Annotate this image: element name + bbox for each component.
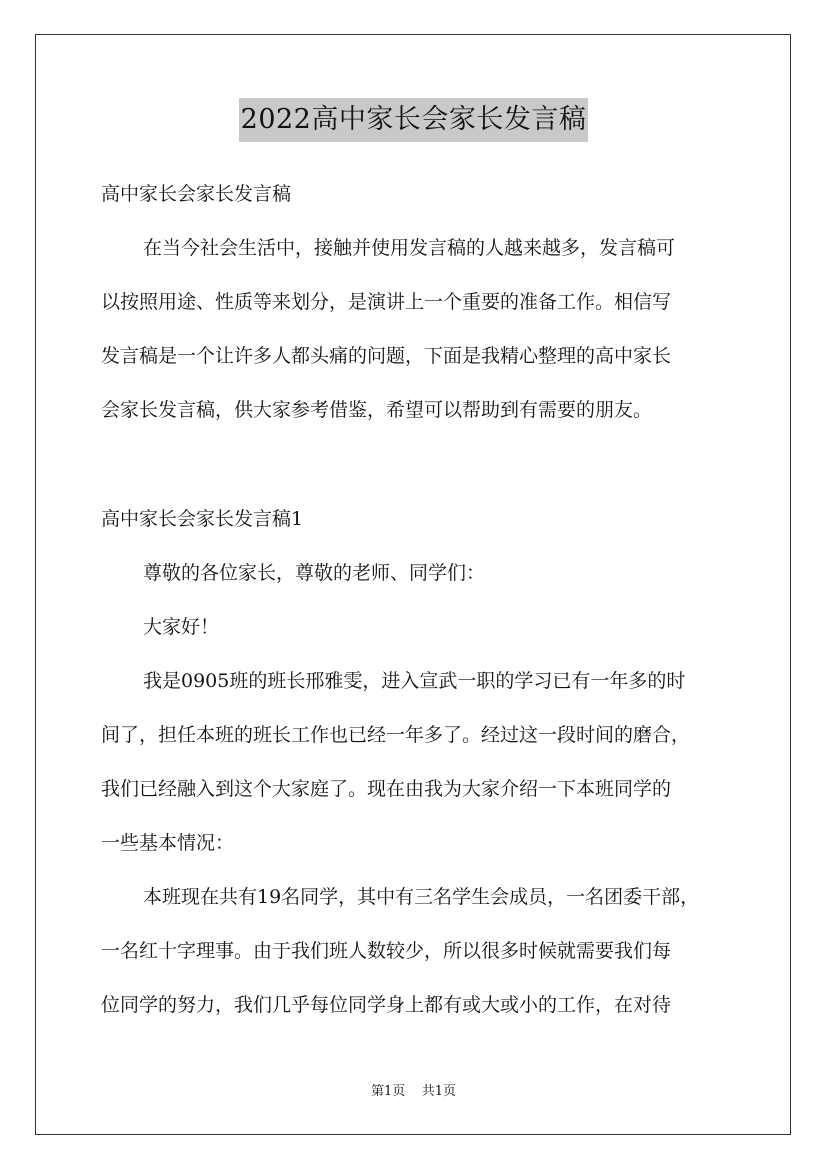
paragraph-line: 间了，担任本班的班长工作也已经一年多了。经过这一段时间的磨合， (101, 724, 691, 746)
greeting-line: 大家好！ (143, 616, 220, 638)
page-total: 共1页 (421, 1084, 457, 1099)
paragraph-line: 在当今社会生活中，接触并使用发言稿的人越来越多，发言稿可 (143, 237, 676, 259)
title-wrap (0, 98, 827, 142)
salutation-line: 尊敬的各位家长，尊敬的老师、同学们： (143, 562, 486, 584)
section-heading: 高中家长会家长发言稿1 (101, 508, 304, 530)
paragraph-line: 一些基本情况： (101, 832, 235, 854)
paragraph-line: 发言稿是一个让许多人都头痛的问题，下面是我精心整理的高中家长 (101, 345, 672, 367)
page-number: 第1页 (370, 1084, 406, 1099)
paragraph-line: 会家长发言稿，供大家参考借鉴，希望可以帮助到有需要的朋友。 (101, 399, 653, 421)
paragraph-line: 位同学的努力，我们几乎每位同学身上都有或大或小的工作，在对待 (101, 994, 672, 1016)
intro-heading: 高中家长会家长发言稿 (101, 183, 292, 205)
paragraph-line: 我们已经融入到这个大家庭了。现在由我为大家介绍一下本班同学的 (101, 778, 672, 800)
paragraph-line: 我是0905班的班长邢雅雯，进入宣武一职的学习已有一年多的时 (143, 670, 686, 692)
paragraph-line: 以按照用途、性质等来划分，是演讲上一个重要的准备工作。相信写 (101, 291, 672, 313)
paragraph-line: 一名红十字理事。由于我们班人数较少，所以很多时候就需要我们每 (101, 940, 672, 962)
document-title: 2022高中家长会家长发言稿 (239, 98, 589, 142)
page-footer (0, 1083, 827, 1101)
paragraph-line: 本班现在共有19名同学，其中有三名学生会成员，一名团委干部， (143, 886, 700, 908)
